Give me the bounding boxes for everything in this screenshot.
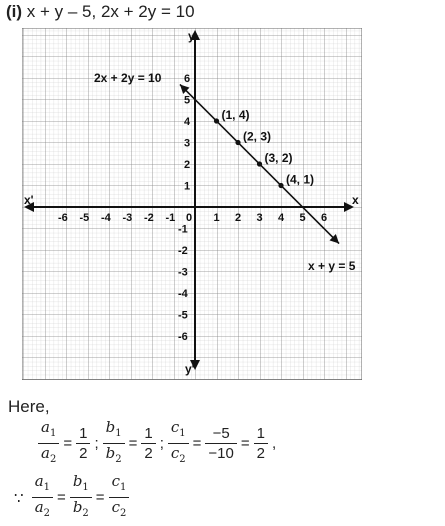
half-fraction: $\frac{1}{2}$ bbox=[254, 424, 268, 463]
x-tick-label: 2 bbox=[235, 212, 242, 224]
heading-text: x + y – 5, 2x + 2y = 10 bbox=[26, 2, 195, 21]
x-tick-label: 1 bbox=[213, 212, 220, 224]
y-tick-label: 6 bbox=[184, 73, 191, 85]
point-marker bbox=[257, 161, 262, 166]
x-tick-label: 3 bbox=[256, 212, 263, 224]
because-symbol: ∵ bbox=[14, 489, 24, 507]
a1-over-a2: $\frac{a_1}{a_2}$ bbox=[38, 418, 59, 469]
point-marker bbox=[278, 183, 283, 188]
x-tick-label: -6 bbox=[58, 212, 68, 224]
grid-paper bbox=[22, 28, 362, 380]
ratio-equation: $\frac{a_1}{a_2}$ = $\frac{1}{2}$ ; $\frac{b_1}{b_2}$ = $\frac{1}{2}$ ; $\frac{c_1}{c_2}$ = $\frac{-5}{-10}$ = $\frac{1}{2}$ , bbox=[36, 418, 278, 469]
y-tick-label: 2 bbox=[184, 159, 191, 171]
b1-over-b2: $\frac{b_1}{b_2}$ bbox=[103, 418, 125, 469]
c1-over-c2: $\frac{c_1}{c_2}$ bbox=[109, 472, 130, 523]
point-label: (2, 3) bbox=[243, 129, 272, 144]
x-tick-label: 5 bbox=[299, 212, 306, 224]
part-label: (i) bbox=[6, 2, 23, 21]
y-tick-label: 5 bbox=[184, 94, 191, 107]
b1-over-b2: $\frac{b_1}{b_2}$ bbox=[70, 472, 92, 523]
x-tick-label: -3 bbox=[122, 212, 133, 224]
c1-over-c2: $\frac{c_1}{c_2}$ bbox=[168, 418, 189, 469]
y-tick-label: 3 bbox=[184, 137, 191, 150]
x-tick-label: -4 bbox=[101, 212, 111, 224]
y-axis-negative-label: y' bbox=[185, 362, 195, 376]
point-label: (4, 1) bbox=[286, 172, 315, 187]
y-tick-label: -5 bbox=[178, 309, 188, 322]
point-marker bbox=[235, 140, 240, 145]
half-fraction: $\frac{1}{2}$ bbox=[76, 424, 90, 463]
y-tick-label: -4 bbox=[178, 288, 188, 300]
point-label: (1, 4) bbox=[221, 108, 250, 122]
graph bbox=[22, 28, 362, 380]
x-axis-label: x bbox=[352, 193, 359, 207]
x-tick-label: 4 bbox=[278, 212, 285, 224]
half-fraction: $\frac{1}{2}$ bbox=[141, 424, 155, 463]
line-label-2x-2y: 2x + 2y = 10 bbox=[94, 71, 162, 85]
problem-heading bbox=[6, 2, 195, 22]
x-axis-negative-label: x' bbox=[24, 193, 34, 207]
x-tick-label: 0 bbox=[186, 212, 193, 224]
x-tick-label: -1 bbox=[165, 212, 176, 224]
y-tick-label: -3 bbox=[178, 266, 188, 279]
line-label-x-y: x + y = 5 bbox=[308, 259, 356, 273]
y-axis-label: y bbox=[188, 29, 195, 43]
x-tick-label: -5 bbox=[79, 212, 90, 224]
x-tick-label: 6 bbox=[321, 212, 328, 224]
y-tick-label: 4 bbox=[184, 116, 191, 128]
point-marker bbox=[214, 118, 219, 123]
point-label: (3, 2) bbox=[264, 151, 293, 165]
here-label: Here, bbox=[8, 397, 50, 416]
y-tick-label: -6 bbox=[178, 331, 188, 343]
a1-over-a2: $\frac{a_1}{a_2}$ bbox=[32, 472, 53, 523]
y-tick-label: -2 bbox=[178, 245, 188, 257]
conclusion-equation: ∵ $\frac{a_1}{a_2}$ = $\frac{b_1}{b_2}$ = $\frac{c_1}{c_2}$ bbox=[12, 472, 131, 523]
y-tick-label: -1 bbox=[178, 223, 188, 236]
x-tick-label: -2 bbox=[144, 212, 154, 224]
minus5-over-minus10: $\frac{-5}{-10}$ bbox=[205, 424, 236, 463]
y-tick-label: 1 bbox=[184, 180, 191, 193]
